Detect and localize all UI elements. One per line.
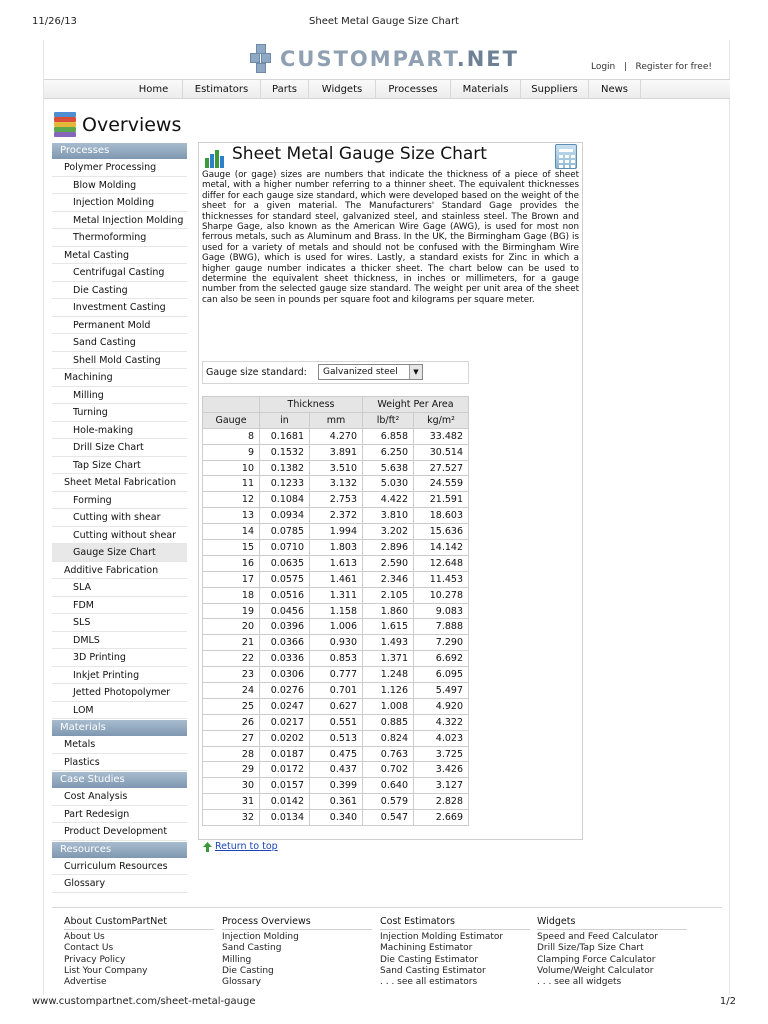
table-cell: 0.701 xyxy=(310,683,363,699)
table-row xyxy=(203,762,469,778)
table-cell: 0.763 xyxy=(363,746,414,762)
table-cell: 1.006 xyxy=(310,619,363,635)
nav-news[interactable]: News xyxy=(589,80,641,99)
sidebar-item[interactable]: Curriculum Resources xyxy=(52,858,187,876)
table-cell: 30 xyxy=(203,778,260,794)
table-cell: 27.527 xyxy=(414,460,469,476)
table-cell: 0.0134 xyxy=(260,810,310,826)
footer-link[interactable]: Sand Casting Estimator xyxy=(380,965,486,976)
sidebar-item[interactable]: Polymer Processing xyxy=(52,159,187,177)
sidebar-item[interactable]: SLA xyxy=(52,579,187,597)
sidebar-item[interactable]: Shell Mold Casting xyxy=(52,352,187,370)
table-cell: 0.0516 xyxy=(260,587,310,603)
table-cell: 9.083 xyxy=(414,603,469,619)
sidebar-section-header: Resources xyxy=(52,842,187,858)
table-cell: 0.551 xyxy=(310,714,363,730)
table-cell: 6.250 xyxy=(363,444,414,460)
table-cell: 1.803 xyxy=(310,540,363,556)
table-row xyxy=(203,651,469,667)
sidebar-item[interactable]: Centrifugal Casting xyxy=(52,264,187,282)
table-row xyxy=(203,444,469,460)
footer-link[interactable]: Drill Size/Tap Size Chart xyxy=(537,943,644,954)
table-cell: 3.426 xyxy=(414,762,469,778)
table-cell: 23 xyxy=(203,667,260,683)
arrow-up-icon xyxy=(203,842,212,852)
footer-link[interactable]: Sand Casting xyxy=(222,943,282,954)
table-cell: 0.0172 xyxy=(260,762,310,778)
table-row xyxy=(203,810,469,826)
nav-home[interactable]: Home xyxy=(125,80,183,99)
sidebar-item[interactable]: Cutting without shear xyxy=(52,527,187,545)
table-cell: 1.613 xyxy=(310,555,363,571)
nav-materials[interactable]: Materials xyxy=(451,80,521,99)
nav-suppliers[interactable]: Suppliers xyxy=(521,80,589,99)
sidebar-section-header: Materials xyxy=(52,720,187,736)
nav-estimators[interactable]: Estimators xyxy=(183,80,261,99)
table-cell: 18.603 xyxy=(414,508,469,524)
table-cell: 10 xyxy=(203,460,260,476)
table-cell: 0.0306 xyxy=(260,667,310,683)
table-cell: 0.0785 xyxy=(260,524,310,540)
sidebar-item[interactable]: Jetted Photopolymer xyxy=(52,684,187,702)
overviews-heading: Overviews xyxy=(82,114,182,136)
sidebar-item[interactable]: Investment Casting xyxy=(52,299,187,317)
table-cell: 0.0456 xyxy=(260,603,310,619)
footer-link[interactable]: Clamping Force Calculator xyxy=(537,954,656,965)
table-cell: 12.648 xyxy=(414,555,469,571)
footer-divider xyxy=(52,907,722,908)
table-cell: 2.896 xyxy=(363,540,414,556)
footer-link[interactable]: Die Casting Estimator xyxy=(380,954,479,965)
table-cell: 4.023 xyxy=(414,730,469,746)
table-row xyxy=(203,635,469,651)
table-header-row xyxy=(203,412,469,428)
footer-link[interactable]: List Your Company xyxy=(64,965,148,976)
table-cell: 0.399 xyxy=(310,778,363,794)
table-cell: 2.669 xyxy=(414,810,469,826)
table-cell: 6.858 xyxy=(363,428,414,444)
table-cell: 11.453 xyxy=(414,571,469,587)
gauge-standard-select[interactable]: Galvanized steel ▼ xyxy=(318,364,423,380)
table-cell: 5.030 xyxy=(363,476,414,492)
table-cell: 27 xyxy=(203,730,260,746)
table-row xyxy=(203,476,469,492)
sidebar-item[interactable]: SLS xyxy=(52,614,187,632)
sidebar-item[interactable]: Milling xyxy=(52,387,187,405)
table-cell: 0.0157 xyxy=(260,778,310,794)
sidebar-section-header: Case Studies xyxy=(52,772,187,788)
table-cell: 3.725 xyxy=(414,746,469,762)
table-cell: 0.777 xyxy=(310,667,363,683)
table-cell: 0.0934 xyxy=(260,508,310,524)
table-cell: 0.437 xyxy=(310,762,363,778)
table-cell: 0.0575 xyxy=(260,571,310,587)
table-cell: 0.0187 xyxy=(260,746,310,762)
separator: | xyxy=(623,62,627,72)
footer-heading: Widgets xyxy=(537,916,687,930)
table-cell: 0.885 xyxy=(363,714,414,730)
table-row xyxy=(203,667,469,683)
chevron-down-icon: ▼ xyxy=(409,365,422,379)
table-cell: 5.638 xyxy=(363,460,414,476)
table-cell: 1.248 xyxy=(363,667,414,683)
table-cell: 3.132 xyxy=(310,476,363,492)
table-row xyxy=(203,698,469,714)
table-cell: 9 xyxy=(203,444,260,460)
sidebar xyxy=(52,142,187,893)
table-cell: 24 xyxy=(203,683,260,699)
logo-text: CUSTOMPART.NET xyxy=(280,47,519,71)
table-cell: 2.346 xyxy=(363,571,414,587)
table-cell: 0.1233 xyxy=(260,476,310,492)
footer-link[interactable]: Injection Molding xyxy=(222,932,299,942)
sidebar-item[interactable]: Cutting with shear xyxy=(52,509,187,527)
sidebar-item[interactable]: Cost Analysis xyxy=(52,788,187,806)
table-cell: 0.0366 xyxy=(260,635,310,651)
table-row xyxy=(203,524,469,540)
table-cell: 0.1681 xyxy=(260,428,310,444)
nav-parts[interactable]: Parts xyxy=(261,80,309,99)
sidebar-item[interactable]: Drill Size Chart xyxy=(52,439,187,457)
login-link[interactable]: Login xyxy=(590,62,616,72)
table-cell: 3.891 xyxy=(310,444,363,460)
sidebar-item[interactable]: FDM xyxy=(52,597,187,615)
table-cell: 0.0142 xyxy=(260,794,310,810)
table-cell: 2.105 xyxy=(363,587,414,603)
table-cell: 18 xyxy=(203,587,260,603)
table-row xyxy=(203,683,469,699)
table-cell: 2.590 xyxy=(363,555,414,571)
table-cell: 7.888 xyxy=(414,619,469,635)
table-group-header: Weight Per Area xyxy=(363,397,469,413)
sidebar-item[interactable]: Metal Injection Molding xyxy=(52,212,187,230)
sidebar-item[interactable]: Gauge Size Chart xyxy=(52,544,187,562)
sidebar-item[interactable]: Metals xyxy=(52,736,187,754)
sidebar-item[interactable]: Product Development xyxy=(52,823,187,841)
table-cell: 19 xyxy=(203,603,260,619)
table-cell: 0.640 xyxy=(363,778,414,794)
footer-column xyxy=(222,916,372,988)
table-cell: 1.493 xyxy=(363,635,414,651)
print-page-number: 1/2 xyxy=(719,996,736,1007)
table-cell: 30.514 xyxy=(414,444,469,460)
table-cell: 16 xyxy=(203,555,260,571)
footer-link[interactable]: Machining Estimator xyxy=(380,943,473,954)
table-cell: 20 xyxy=(203,619,260,635)
table-row xyxy=(203,587,469,603)
table-cell: 17 xyxy=(203,571,260,587)
footer-link[interactable]: About Us xyxy=(64,932,105,942)
calculator-icon[interactable] xyxy=(555,144,577,169)
register-link[interactable]: Register for free! xyxy=(635,62,712,72)
print-date: 11/26/13 xyxy=(32,16,77,27)
sidebar-item[interactable]: Part Redesign xyxy=(52,806,187,824)
sidebar-item[interactable]: Die Casting xyxy=(52,282,187,300)
footer-link[interactable]: Milling xyxy=(222,954,252,965)
sidebar-item[interactable]: Inkjet Printing xyxy=(52,667,187,685)
print-url: www.custompartnet.com/sheet-metal-gauge xyxy=(32,996,256,1007)
sidebar-item[interactable]: Glossary xyxy=(52,875,187,893)
table-cell: 0.930 xyxy=(310,635,363,651)
nav-processes[interactable]: Processes xyxy=(376,80,451,99)
footer-link[interactable]: Privacy Policy xyxy=(64,954,126,965)
footer-link[interactable]: Die Casting xyxy=(222,965,274,976)
table-cell: 14.142 xyxy=(414,540,469,556)
table-cell: 3.810 xyxy=(363,508,414,524)
table-row xyxy=(203,555,469,571)
table-cell: 0.1084 xyxy=(260,492,310,508)
table-cell: 1.126 xyxy=(363,683,414,699)
sidebar-item[interactable]: Turning xyxy=(52,404,187,422)
sidebar-item[interactable]: Sand Casting xyxy=(52,334,187,352)
footer-link[interactable]: Contact Us xyxy=(64,943,114,954)
table-cell: 0.1382 xyxy=(260,460,310,476)
table-row xyxy=(203,460,469,476)
sidebar-item[interactable]: Plastics xyxy=(52,754,187,772)
table-cell: 13 xyxy=(203,508,260,524)
table-cell: 0.340 xyxy=(310,810,363,826)
table-cell: 1.311 xyxy=(310,587,363,603)
table-header: kg/m² xyxy=(414,412,469,428)
table-cell: 29 xyxy=(203,762,260,778)
table-row xyxy=(203,508,469,524)
table-cell: 1.615 xyxy=(363,619,414,635)
table-header: in xyxy=(260,412,310,428)
table-row xyxy=(203,778,469,794)
footer-link[interactable]: Volume/Weight Calculator xyxy=(537,965,654,976)
sidebar-item[interactable]: Blow Molding xyxy=(52,177,187,195)
gauge-table xyxy=(202,396,469,826)
table-row xyxy=(203,794,469,810)
table-header: mm xyxy=(310,412,363,428)
table-row xyxy=(203,603,469,619)
table-row xyxy=(203,730,469,746)
table-cell: 26 xyxy=(203,714,260,730)
sidebar-item[interactable]: LOM xyxy=(52,702,187,720)
sidebar-item[interactable]: Injection Molding xyxy=(52,194,187,212)
table-cell: 11 xyxy=(203,476,260,492)
sidebar-item[interactable]: Hole-making xyxy=(52,422,187,440)
gauge-standard-label: Gauge size standard: xyxy=(206,367,307,378)
table-cell: 12 xyxy=(203,492,260,508)
footer-link[interactable]: Injection Molding Estimator xyxy=(380,932,504,942)
table-cell: 0.0202 xyxy=(260,730,310,746)
footer-link[interactable]: . . . see all widgets xyxy=(537,977,622,988)
table-cell: 4.270 xyxy=(310,428,363,444)
table-header: Gauge xyxy=(203,412,260,428)
table-cell: 0.0710 xyxy=(260,540,310,556)
sidebar-section-header: Processes xyxy=(52,143,187,159)
table-row xyxy=(203,714,469,730)
sidebar-item[interactable]: Permanent Mold xyxy=(52,317,187,335)
table-cell: 1.994 xyxy=(310,524,363,540)
return-to-top-link[interactable]: Return to top xyxy=(215,841,278,852)
table-cell: 15 xyxy=(203,540,260,556)
table-cell: 0.513 xyxy=(310,730,363,746)
table-cell: 1.008 xyxy=(363,698,414,714)
table-row xyxy=(203,746,469,762)
table-cell: 0.627 xyxy=(310,698,363,714)
sidebar-item[interactable]: Tap Size Chart xyxy=(52,457,187,475)
table-cell: 3.202 xyxy=(363,524,414,540)
table-cell: 0.0396 xyxy=(260,619,310,635)
table-cell: 8 xyxy=(203,428,260,444)
table-cell: 0.475 xyxy=(310,746,363,762)
table-cell: 0.0336 xyxy=(260,651,310,667)
site-logo[interactable] xyxy=(248,42,519,76)
table-cell: 0.853 xyxy=(310,651,363,667)
footer-link[interactable]: Speed and Feed Calculator xyxy=(537,932,658,942)
table-cell: 3.127 xyxy=(414,778,469,794)
table-cell: 5.497 xyxy=(414,683,469,699)
table-group-header-row xyxy=(203,397,469,413)
page-title: Sheet Metal Gauge Size Chart xyxy=(232,144,487,164)
top-links xyxy=(591,62,712,72)
table-row xyxy=(203,619,469,635)
footer-heading: Cost Estimators xyxy=(380,916,530,930)
sidebar-item[interactable]: Metal Casting xyxy=(52,247,187,265)
table-cell: 21 xyxy=(203,635,260,651)
table-cell: 28 xyxy=(203,746,260,762)
table-cell: 24.559 xyxy=(414,476,469,492)
main-nav xyxy=(44,79,730,99)
table-cell: 4.322 xyxy=(414,714,469,730)
table-cell: 21.591 xyxy=(414,492,469,508)
table-cell: 14 xyxy=(203,524,260,540)
table-cell: 0.824 xyxy=(363,730,414,746)
description-text: Gauge (or gage) sizes are numbers that indicate the thickness of a piece of sheet metal, with a higher number referring to a thinner sheet. The equivalent thicknesses differ for each gauge size standard, which were developed based on the weight of the sheet for a given material. The Manufacturers' Standard Gage provides the thicknesses for standard steel, galvanized steel, and stainless steel. The Brown and Sharpe Gage, also known as the American Wire Gage (AWG), is used for most non ferrous metals, such as Aluminum and Brass. In the UK, the Birmingham Gage (BG) is used for a variety of metals and should not be confused with the Birmingham Wire Gage (BWG), which is used for wires. Lastly, a standard exists for Zinc in which a higher gauge number indicates a thicker sheet. The chart below can be used to determine the equivalent sheet thickness, in inches or millimeters, for a gauge number from the selected gauge size standard. The weight per unit area of the sheet can also be seen in pounds per square foot and kilograms per square meter. xyxy=(202,170,579,305)
footer-heading: About CustomPartNet xyxy=(64,916,214,930)
table-cell: 4.920 xyxy=(414,698,469,714)
table-cell: 0.579 xyxy=(363,794,414,810)
footer-link[interactable]: . . . see all estimators xyxy=(380,977,478,988)
bar-chart-icon xyxy=(204,146,228,168)
table-cell: 1.860 xyxy=(363,603,414,619)
table-cell: 22 xyxy=(203,651,260,667)
table-cell: 2.828 xyxy=(414,794,469,810)
table-cell: 1.158 xyxy=(310,603,363,619)
table-cell: 0.0217 xyxy=(260,714,310,730)
table-cell: 1.461 xyxy=(310,571,363,587)
table-row xyxy=(203,428,469,444)
table-cell: 0.361 xyxy=(310,794,363,810)
sidebar-item[interactable]: Additive Fabrication xyxy=(52,562,187,580)
table-group-header: Thickness xyxy=(260,397,363,413)
table-cell: 4.422 xyxy=(363,492,414,508)
table-cell: 32 xyxy=(203,810,260,826)
footer-column xyxy=(64,916,214,988)
table-cell: 3.510 xyxy=(310,460,363,476)
sidebar-item[interactable]: Sheet Metal Fabrication xyxy=(52,474,187,492)
table-cell: 7.290 xyxy=(414,635,469,651)
table-cell: 2.753 xyxy=(310,492,363,508)
footer-heading: Process Overviews xyxy=(222,916,372,930)
table-cell: 0.547 xyxy=(363,810,414,826)
table-cell: 15.636 xyxy=(414,524,469,540)
table-header: lb/ft² xyxy=(363,412,414,428)
table-cell: 31 xyxy=(203,794,260,810)
books-icon xyxy=(54,112,76,136)
table-cell: 6.095 xyxy=(414,667,469,683)
sidebar-item[interactable]: 3D Printing xyxy=(52,649,187,667)
table-header-blank xyxy=(203,397,260,413)
footer-column xyxy=(537,916,687,988)
footer-link[interactable]: Advertise xyxy=(64,977,107,988)
nav-widgets[interactable]: Widgets xyxy=(309,80,376,99)
table-cell: 0.0276 xyxy=(260,683,310,699)
table-cell: 1.371 xyxy=(363,651,414,667)
sidebar-item[interactable]: DMLS xyxy=(52,632,187,650)
sidebar-item[interactable]: Forming xyxy=(52,492,187,510)
table-cell: 0.1532 xyxy=(260,444,310,460)
footer-column xyxy=(380,916,530,988)
table-cell: 0.0635 xyxy=(260,555,310,571)
table-cell: 0.702 xyxy=(363,762,414,778)
sidebar-item[interactable]: Thermoforming xyxy=(52,229,187,247)
table-cell: 0.0247 xyxy=(260,698,310,714)
table-cell: 6.692 xyxy=(414,651,469,667)
table-row xyxy=(203,571,469,587)
footer-link[interactable]: Glossary xyxy=(222,977,261,988)
table-cell: 33.482 xyxy=(414,428,469,444)
logo-cubes-icon xyxy=(248,44,274,74)
table-cell: 2.372 xyxy=(310,508,363,524)
sidebar-item[interactable]: Machining xyxy=(52,369,187,387)
table-cell: 25 xyxy=(203,698,260,714)
table-cell: 10.278 xyxy=(414,587,469,603)
print-title: Sheet Metal Gauge Size Chart xyxy=(309,16,459,27)
table-row xyxy=(203,540,469,556)
table-row xyxy=(203,492,469,508)
